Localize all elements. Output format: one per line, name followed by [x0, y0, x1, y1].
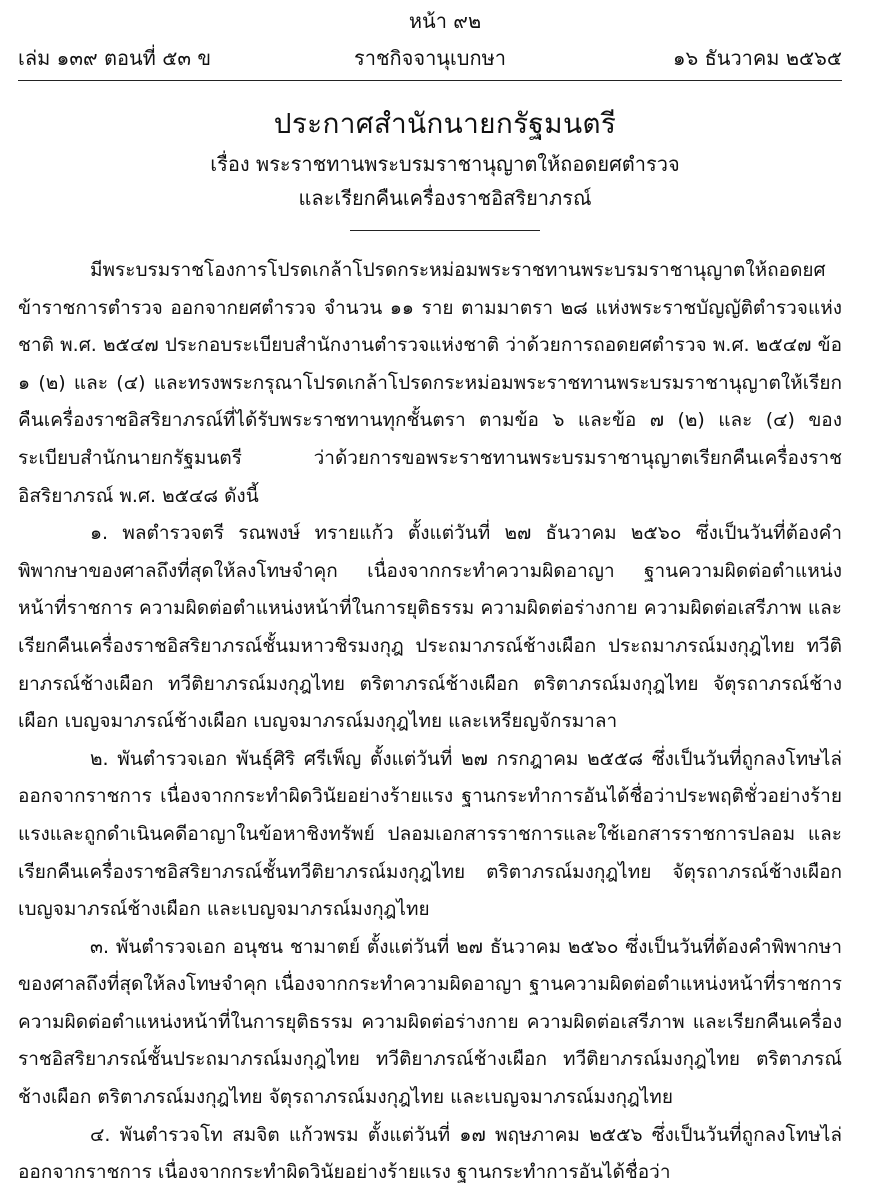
volume-info: เล่ม ๑๓๙ ตอนที่ ๕๓ ข [18, 46, 212, 70]
list-item: ๒. พันตำรวจเอก พันธุ์ศิริ ศรีเพ็ญ ตั้งแต่วันที่ ๒๗ กรกฎาคม ๒๕๕๘ ซึ่งเป็นวันที่ถูกลงโทษไล่ออกจากราชการ เนื่องจากกระทำผิดวินัยอย่างร้ายแรง ฐานกระทำการอันได้ชื่อว่าประพฤติชั่วอย่างร้ายแรงและถูกดำเนินคดีอาญาในข้อหาชิงทรัพย์ ปลอมเอกสารราชการและใช้เอกสารราชการปลอม และเรียกคืนเครื่องราชอิสริยาภรณ์ชั้นทวีติยาภรณ์มงกุฎไทย ตริตาภรณ์มงกุฎไทย จัตุรถาภรณ์ช้างเผือก เบญจมาภรณ์ช้างเผือก และเบญจมาภรณ์มงกุฎไทย [18, 747, 842, 921]
announcement-title: ประกาศสำนักนายกรัฐมนตรี [273, 107, 617, 140]
page-number: หน้า ๙๒ [408, 9, 482, 33]
list-item: ๑. พลตำรวจตรี รณพงษ์ ทรายแก้ว ตั้งแต่วันที่ ๒๗ ธันวาคม ๒๕๖๐ ซึ่งเป็นวันที่ต้องคำพิพากษาของศาลถึงที่สุดให้ลงโทษจำคุก เนื่องจากกระทำความผิดอาญา ฐานความผิดต่อตำแหน่งหน้าที่ราชการ ความผิดต่อตำแหน่งหน้าที่ในการยุติธรรม ความผิดต่อร่างกาย ความผิดต่อเสรีภาพ และเรียกคืนเครื่องราชอิสริยาภรณ์ชั้นมหาวชิรมงกุฎ ประถมาภรณ์ช้างเผือก ประถมาภรณ์มงกุฎไทย ทวีติยาภรณ์ช้างเผือก ทวีติยาภรณ์มงกุฎไทย ตริตาภรณ์ช้างเผือก ตริตาภรณ์มงกุฎไทย จัตุรถาภรณ์ช้างเผือก เบญจมาภรณ์ช้างเผือก เบญจมาภรณ์มงกุฎไทย และเหรียญจักรมาลา [18, 522, 842, 733]
list-item: ๓. พันตำรวจเอก อนุชน ชามาตย์ ตั้งแต่วันที่ ๒๗ ธันวาคม ๒๕๖๐ ซึ่งเป็นวันที่ต้องคำพิพากษาของศาลถึงที่สุดให้ลงโทษจำคุก เนื่องจากกระทำความผิดอาญา ฐานความผิดต่อตำแหน่งหน้าที่ราชการ ความผิดต่อตำแหน่งหน้าที่ในการยุติธรรม ความผิดต่อร่างกาย ความผิดต่อเสรีภาพ และเรียกคืนเครื่องราชอิสริยาภรณ์ชั้นประถมาภรณ์มงกุฎไทย ทวีติยาภรณ์ช้างเผือก ทวีติยาภรณ์มงกุฎไทย ตริตาภรณ์ช้างเผือก ตริตาภรณ์มงกุฎไทย จัตุรถาภรณ์มงกุฎไทย และเบญจมาภรณ์มงกุฎไทย [18, 935, 842, 1109]
intro-paragraph: มีพระบรมราชโองการโปรดเกล้าโปรดกระหม่อมพระราชทานพระบรมราชานุญาตให้ถอดยศข้าราชการตำรวจ ออกจากยศตำรวจ จำนวน ๑๑ ราย ตามมาตรา ๒๘ แห่งพระราชบัญญัติตำรวจแห่งชาติ พ.ศ. ๒๕๔๗ ประกอบระเบียบสำนักงานตำรวจแห่งชาติ ว่าด้วยการถอดยศตำรวจ พ.ศ. ๒๕๔๗ ข้อ ๑ (๒) และ (๔) และทรงพระกรุณาโปรดเกล้าโปรดกระหม่อมพระราชทานพระบรมราชานุญาตให้เรียกคืนเครื่องราชอิสริยาภรณ์ที่ได้รับพระราชทานทุกชั้นตรา ตามข้อ ๖ และข้อ ๗ (๒) และ (๔) ของระเบียบสำนักนายกรัฐมนตรี ว่าด้วยการขอพระราชทานพระบรมราชานุญาตเรียกคืนเครื่องราชอิสริยาภรณ์ พ.ศ. ๒๕๔๘ ดังนี้ [18, 259, 842, 507]
issue-date: ๑๖ ธันวาคม ๒๕๖๕ [672, 46, 842, 70]
gazette-name: ราชกิจจานุเบกษา [353, 46, 507, 70]
gazette-header [18, 42, 842, 74]
header-divider [18, 80, 842, 81]
announcement-subject-line-2: และเรียกคืนเครื่องราชอิสริยาภรณ์ [298, 186, 592, 210]
announcement-subject-line-1: เรื่อง พระราชทานพระบรมราชานุญาตให้ถอดยศตำรวจ [210, 152, 680, 176]
announcement-body [18, 252, 842, 1192]
list-item: ๔. พันตำรวจโท สมจิต แก้วพรม ตั้งแต่วันที่ ๑๗ พฤษภาคม ๒๕๕๖ ซึ่งเป็นวันที่ถูกลงโทษไล่ออกจากราชการ เนื่องจากกระทำผิดวินัยอย่างร้ายแรง ฐานกระทำการอันได้ชื่อว่า [18, 1123, 842, 1184]
title-divider [350, 230, 540, 231]
